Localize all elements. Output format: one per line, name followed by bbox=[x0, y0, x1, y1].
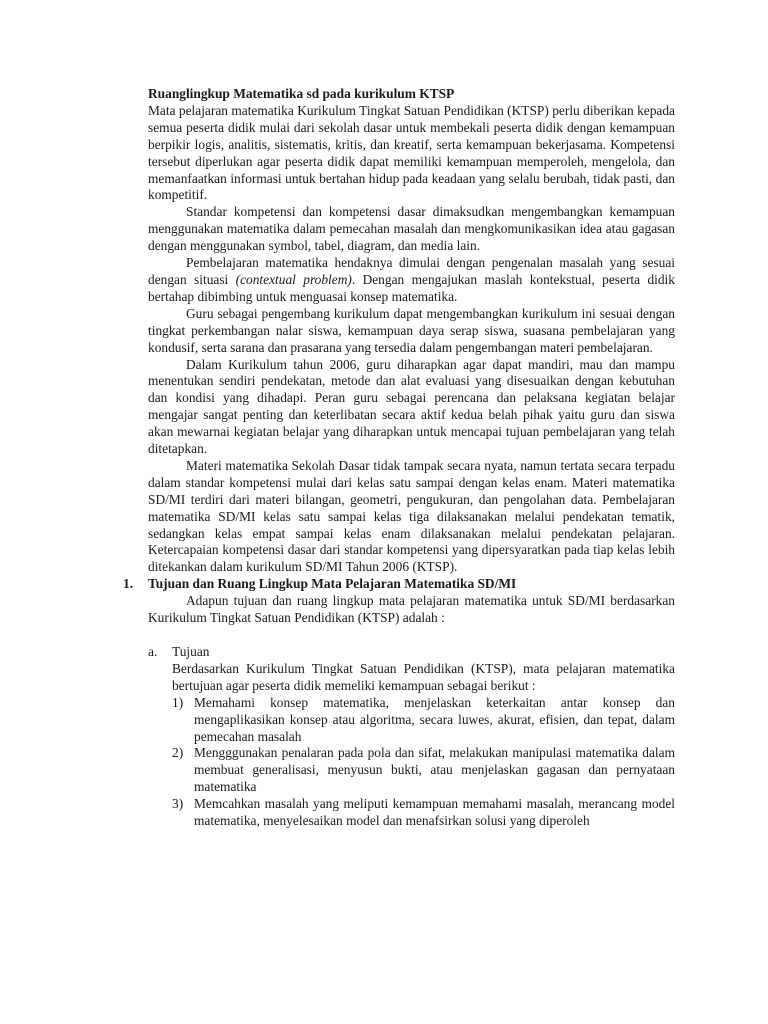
list-item bbox=[172, 695, 675, 746]
document-body bbox=[123, 86, 675, 830]
section-1-heading-text: Tujuan dan Ruang Lingkup Mata Pelajaran Matematika SD/MI bbox=[148, 576, 517, 592]
list-item bbox=[172, 745, 675, 796]
paragraph-standar-kompetensi: Standar kompetensi dan kompetensi dasar dimaksudkan mengembangkan kemampuan menggunakan matematika dalam pemecahan masalah dan mengkomunikasikan idea atau gagasan dengan menggunakan symbol, tabel, diagram, dan media lain. bbox=[148, 204, 675, 254]
list-item-marker: 3) bbox=[172, 796, 184, 812]
intro-paragraph: Mata pelajaran matematika Kurikulum Tingkat Satuan Pendidikan (KTSP) perlu diberikan kepada semua peserta didik mulai dari sekolah dasar untuk membekali peserta didik dengan kemampuan berpikir logis, analitis, sistematis, kritis, dan kreatif, serta kemampuan bekerjasama. Kompetensi tersebut diperlukan agar peserta didik dapat memiliki kemampuan memperoleh, mengelola, dan memanfaatkan informasi untuk bertahan hidup pada keadaan yang selalu berubah, tidak pasti, dan kompetitif. bbox=[148, 102, 675, 203]
list-item-marker: 2) bbox=[172, 745, 184, 761]
tujuan-list bbox=[148, 695, 675, 830]
paragraph-3-text-after: . Dengan mengajukan maslah kontekstual, peserta didik bertahap dibimbing untuk menguasai konsep matematika. bbox=[148, 271, 675, 304]
subsection-a-body: Berdasarkan Kurikulum Tingkat Satuan Pendidikan (KTSP), mata pelajaran matematika bertujuan agar peserta didik memeliki kemampuan sebagai berikut : bbox=[172, 660, 675, 693]
subsection-a-label: Tujuan bbox=[172, 644, 210, 659]
paragraph-kurikulum-2006: Dalam Kurikulum tahun 2006, guru diharapkan agar dapat mandiri, mau dan mampu menentukan sendiri pendekatan, metode dan alat evaluasi yang disesuaikan dengan kebutuhan dan kondisi yang dihadapi. Peran guru sebagai perencana dan pelaksana kegiatan belajar mengajar sangat penting dan keterlibatan secara aktif kedua belah pihak yaitu guru dan siswa akan mewarnai kegiatan belajar yang diharapkan untuk mencapai tujuan pembelajaran yang telah ditetapkan. bbox=[148, 356, 675, 457]
paragraph-3-text-before: Pembelajaran matematika hendaknya dimulai dengan pengenalan masalah yang sesuai dengan situasi bbox=[148, 255, 675, 287]
list-item bbox=[172, 796, 675, 830]
paragraph-materi-matematika: Materi matematika Sekolah Dasar tidak tampak secara nyata, namun tertata secara terpadu dalam standar kompetensi mulai dari kelas satu sampai dengan kelas enam. Materi matematika SD/MI terdiri dari materi bilangan, geometri, pengukuran, dan pengolahan data. Pembelajaran matematika SD/MI kelas satu sampai kelas tiga dilaksanakan melalui pendekatan tematik, sedangkan kelas empat sampai kelas enam dilaksanakan melalui pendekatan pelajaran. Ketercapaian kompetensi dasar dari standar kompetensi yang dipersyaratkan pada tiap kelas lebih ditekankan dalam kurikulum SD/MI Tahun 2006 (KTSP). bbox=[148, 457, 675, 575]
subsection-a-heading bbox=[148, 644, 675, 661]
list-item-marker: 1) bbox=[172, 694, 184, 710]
paragraph-pembelajaran bbox=[148, 255, 675, 306]
paragraph-guru-pengembang: Guru sebagai pengembang kurikulum dapat mengembangkan kurikulum ini sesuai dengan tingkat perkembangan nalar siswa, kemampuan daya serap siswa, suasana pembelajaran yang kondusif, serta sarana dan prasarana yang tersedia dalam pengembangan materi pembelajaran. bbox=[148, 305, 675, 355]
section-1-number: 1. bbox=[123, 576, 134, 592]
section-1-heading bbox=[123, 576, 675, 593]
section-1-intro: Adapun tujuan dan ruang lingkup mata pelajaran matematika untuk SD/MI berdasarkan Kurikulum Tingkat Satuan Pendidikan (KTSP) adalah : bbox=[148, 593, 675, 626]
list-item-text: Mengggunakan penalaran pada pola dan sifat, melakukan manipulasi matematika dalam membuat generalisasi, menyusun bukti, atau menjelaskan gagasan dan pernyataan matematika bbox=[194, 745, 675, 795]
document-title: Ruanglingkup Matematika sd pada kurikulum KTSP bbox=[148, 86, 455, 101]
subsection-a-letter: a. bbox=[148, 644, 158, 659]
paragraph-3-italic-term: (contextual problem) bbox=[235, 271, 352, 287]
list-item-text: Memahami konsep matematika, menjelaskan keterkaitan antar konsep dan mengaplikasikan konsep atau algoritma, secara luwes, akurat, efisien, dan tepat, dalam pemecahan masalah bbox=[194, 694, 675, 744]
list-item-text: Memcahkan masalah yang meliputi kemampuan memahami masalah, merancang model matematika, menyelesaikan model dan menafsirkan solusi yang diperoleh bbox=[194, 796, 675, 829]
blank-line bbox=[148, 627, 675, 644]
